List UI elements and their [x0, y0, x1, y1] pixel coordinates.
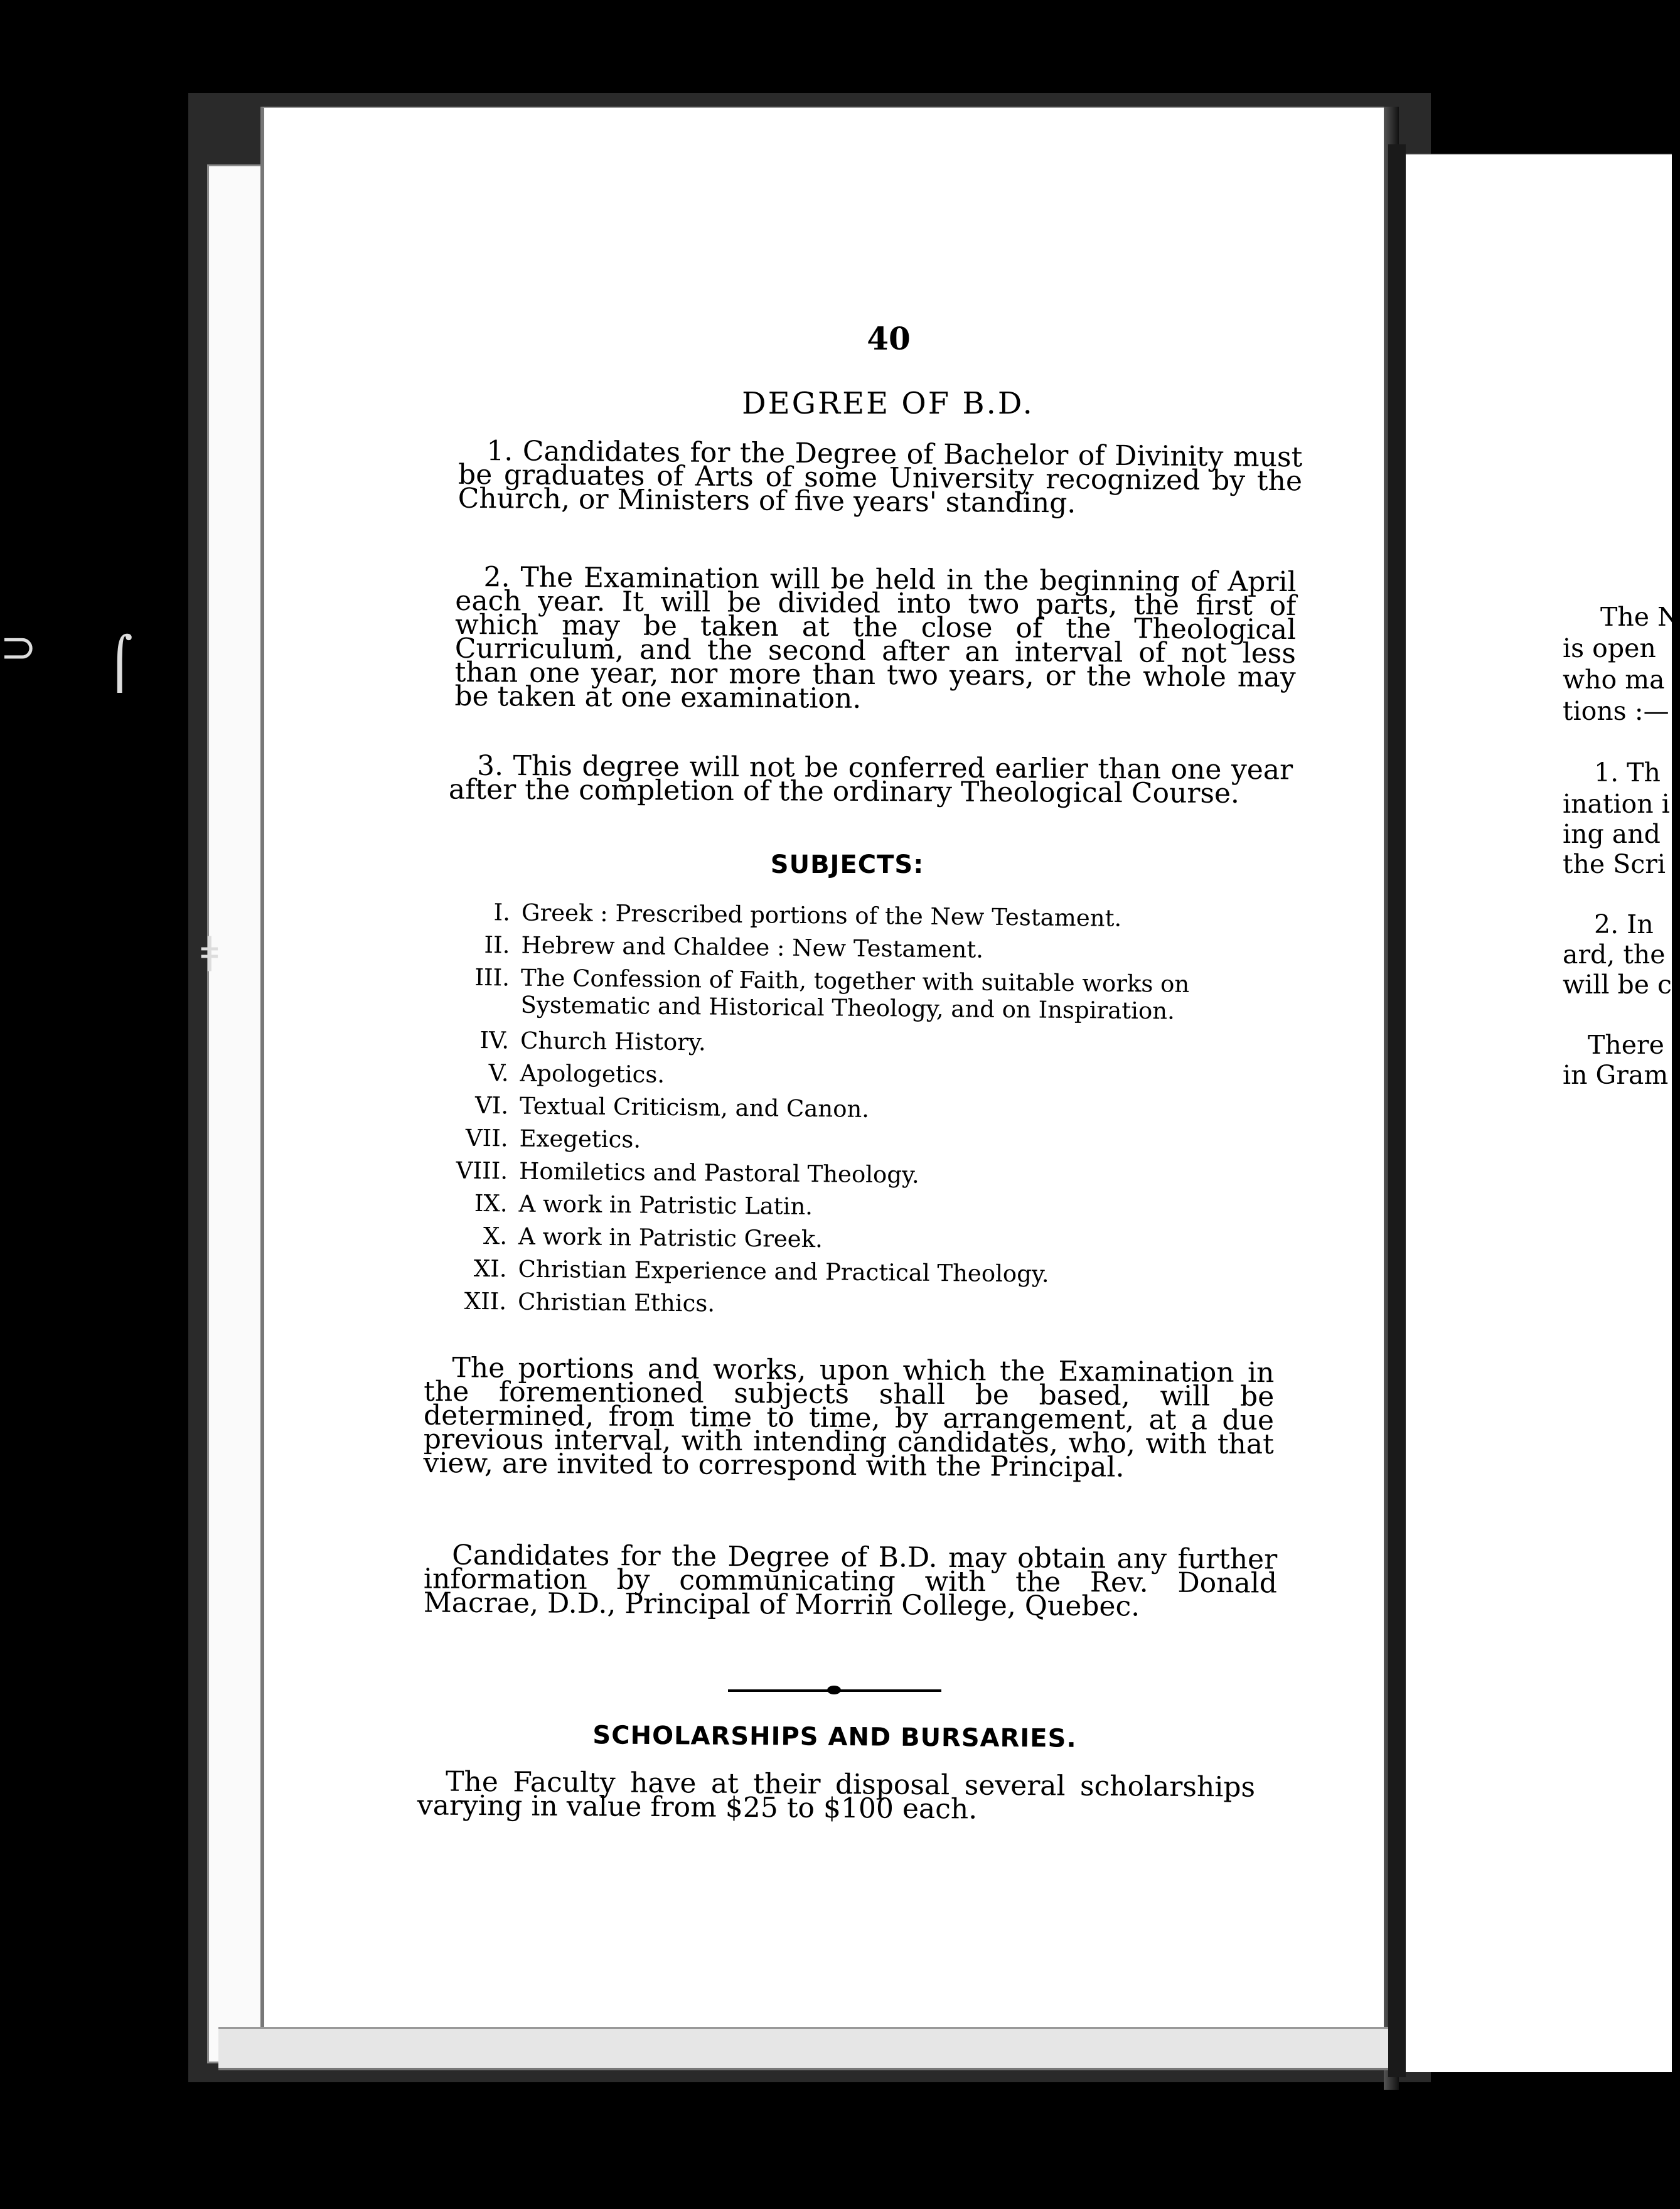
subject-text: A work in Patristic Latin. — [518, 1190, 813, 1221]
facing-line: There — [1588, 1030, 1664, 1060]
subject-text: Exegetics. — [519, 1125, 641, 1153]
facing-line: the Scri — [1563, 849, 1666, 879]
subject-number: IX. — [474, 1189, 508, 1217]
paragraph-6: The Faculty have at their disposal several scholarships varying in value from $25 to $100 each. — [417, 1765, 1256, 1826]
divider-ornament — [827, 1686, 841, 1694]
page-number: 40 — [867, 320, 911, 357]
facing-line: ard, the — [1563, 939, 1666, 970]
subject-text: Textual Criticism, and Canon. — [519, 1092, 870, 1123]
paragraph-2: 2. The Examination will be held in the beginning of April each year. It will be divided into two parts, the first of which may be taken at the close of the Theological Curriculum, and the second after an interval of not less than one year, nor more than two years, or the whole may be taken at one examination. — [454, 561, 1297, 715]
facing-line: will be c — [1563, 970, 1672, 1000]
paragraph-5: Candidates for the Degree of B.D. may obtain any further information by communicating with the Rev. Donald Macrae, D.D., Principal of Morrin College, Quebec. — [423, 1539, 1278, 1623]
subjects-heading: SUBJECTS: — [770, 850, 924, 879]
subject-number: V. — [488, 1059, 509, 1087]
paragraph-4: The portions and works, upon which the Examination in the forementioned subjects shall be based, will be determined, from time to time, by arrangement, at a due previous interval, with intending candidates, who, with that view, are invited to correspond with the Principal. — [423, 1352, 1275, 1484]
paragraph-3: 3. This degree will not be conferred earlier than one year after the completion of the ordinary Theological Course. — [448, 749, 1293, 810]
subject-text: Church History. — [520, 1027, 706, 1056]
scan-mark: ǂ — [201, 929, 218, 973]
scan-mark: ⌠ — [107, 634, 133, 692]
facing-line: ing and — [1563, 819, 1661, 849]
section-heading-degree: DEGREE OF B.D. — [742, 386, 1034, 421]
subject-text: Homiletics and Pastoral Theology. — [518, 1157, 919, 1189]
subject-item — [434, 963, 1313, 1034]
subject-number: I. — [493, 899, 511, 926]
subjects-list — [431, 898, 1314, 1328]
paragraph-1: 1. Candidates for the Degree of Bachelor of Divinity must be graduates of Arts of some University recognized by the Church, or Ministers of five years' standing. — [457, 435, 1303, 520]
facing-line: 2. In — [1594, 909, 1654, 939]
subject-number: II. — [484, 931, 510, 959]
subject-number: VII. — [465, 1124, 508, 1152]
scan-mark: ⊃ — [0, 621, 37, 673]
facing-line: tions :— — [1563, 696, 1669, 726]
subject-text: Christian Experience and Practical Theology. — [518, 1255, 1049, 1288]
subject-number: XII. — [464, 1287, 507, 1315]
subject-number: IV. — [479, 1026, 510, 1054]
facing-line: 1. Th — [1594, 757, 1661, 788]
subject-text: Greek : Prescribed portions of the New Testament. — [521, 899, 1122, 932]
facing-line: ination i — [1563, 789, 1670, 819]
facing-line: who ma — [1563, 665, 1665, 695]
subject-number: X. — [483, 1222, 508, 1250]
subject-number: III. — [474, 963, 510, 992]
subject-text: The Confession of Faith, together with suitable works on Systematic and Historical Theology, and on Inspiration. — [520, 964, 1190, 1025]
scholarships-heading: SCHOLARSHIPS AND BURSARIES. — [592, 1721, 1077, 1753]
facing-line: in Gram — [1563, 1060, 1669, 1090]
subject-number: VIII. — [456, 1157, 508, 1185]
facing-line: is open — [1563, 633, 1656, 663]
subject-number: VI. — [474, 1091, 509, 1120]
subject-text: Hebrew and Chaldee : New Testament. — [521, 931, 984, 963]
subject-text: Apologetics. — [520, 1059, 665, 1088]
subject-number: XI. — [473, 1254, 507, 1283]
subject-text: A work in Patristic Greek. — [518, 1222, 823, 1253]
facing-line: The N — [1600, 602, 1680, 632]
subject-text: Christian Ethics. — [517, 1288, 715, 1317]
